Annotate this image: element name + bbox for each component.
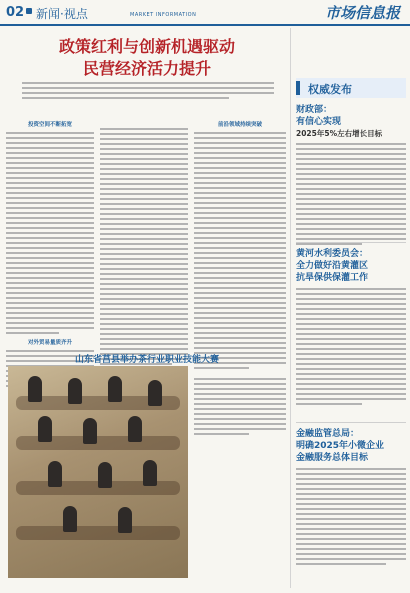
story-yellow-river-commission <box>296 248 406 408</box>
photo-caption-placeholder <box>194 378 286 438</box>
lead-headline-line-2: 民营经济活力提升 <box>82 59 211 78</box>
page-number-marker <box>26 8 32 14</box>
column-2-text-placeholder <box>100 128 188 365</box>
subhead-frontier: 前沿领域持续突破 <box>217 122 262 128</box>
lead-intro-placeholder <box>22 82 274 102</box>
story-2-headline-2: 全力做好沿黄灌区 <box>296 261 369 271</box>
story-1-headline-1: 财政部： <box>296 105 333 115</box>
page-number: 02 <box>6 5 25 20</box>
paper-name-logo: 市场信息报 <box>324 4 400 22</box>
column-1 <box>6 116 94 390</box>
photo-story-title: 山东省莒县举办茶行业职业技能大赛 <box>74 355 219 365</box>
story-3-headline-1: 金融监管总局： <box>296 429 360 439</box>
lead-headline-line-1: 政策红利与创新机遇驱动 <box>58 37 235 56</box>
masthead-rule <box>0 24 410 26</box>
column-divider <box>290 28 291 588</box>
subhead-investment: 投资空间不断拓宽 <box>27 122 72 128</box>
story-3-headline-2: 明确2025年小微企业 <box>296 441 385 451</box>
subhead-foreign-trade: 对外贸易量质齐升 <box>27 340 72 346</box>
story-financial-regulator <box>296 428 406 568</box>
story-3-headline-3: 金融服务总体目标 <box>296 453 369 463</box>
story-2-headline-3: 抗旱保供保灌工作 <box>296 273 369 283</box>
section-name: 新闻·视点 <box>36 7 88 21</box>
authority-release-header <box>296 78 406 98</box>
masthead <box>0 0 410 26</box>
story-2-headline-1: 黄河水利委员会： <box>296 249 369 259</box>
column-1-text-placeholder <box>6 132 94 334</box>
story-1-headline-2: 有信心实现 <box>296 117 342 127</box>
column-3 <box>194 116 286 372</box>
market-label: MARKET INFORMATION <box>130 12 197 18</box>
story-1-headline-3: 2025年5%左右增长目标 <box>296 129 383 138</box>
column-2 <box>100 116 188 368</box>
photo-tea-contest <box>8 366 188 578</box>
column-3-text-placeholder <box>194 132 286 369</box>
story-ministry-of-finance <box>296 104 406 248</box>
authority-release-label: 权威发布 <box>308 83 352 96</box>
